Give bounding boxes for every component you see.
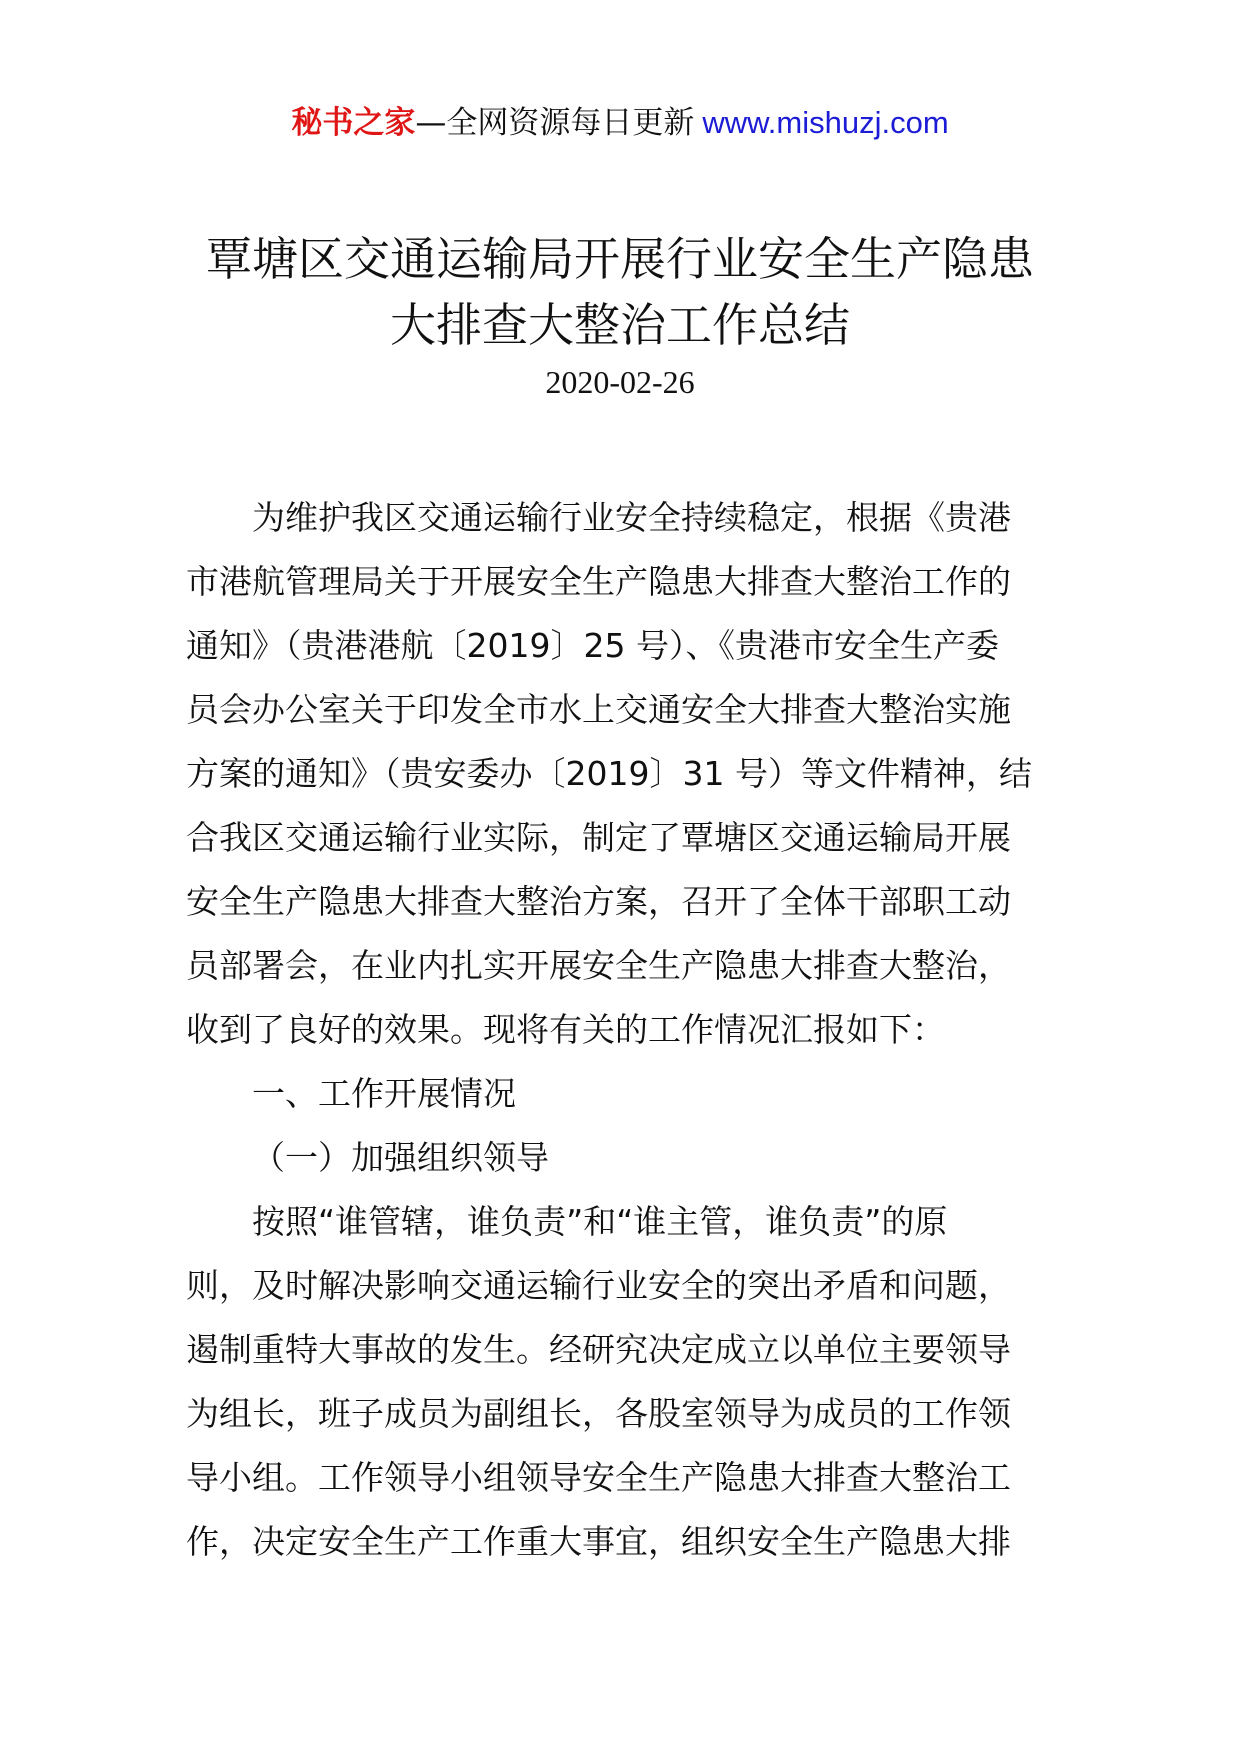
header-tagline: —全网资源每日更新 (415, 105, 695, 141)
body-line: 作，决定安全生产工作重大事宜，组织安全生产隐患大排 (186, 1522, 1011, 1561)
body-line: 安全生产隐患大排查大整治方案，召开了全体干部职工动 (186, 882, 1011, 921)
body-line: 收到了良好的效果。现将有关的工作情况汇报如下： (186, 1010, 945, 1049)
body-line: 为组长，班子成员为副组长，各股室领导为成员的工作领 (186, 1394, 1011, 1433)
body-line: 导小组。工作领导小组领导安全生产隐患大排查大整治工 (186, 1458, 1011, 1497)
body-line: 为维护我区交通运输行业安全持续稳定，根据《贵港 (252, 498, 1011, 537)
site-header (0, 100, 1240, 146)
site-url-link[interactable]: www.mishuzj.com (702, 105, 949, 140)
body-line: 方案的通知》（贵安委办〔2019〕31 号）等文件精神，结 (186, 754, 1032, 793)
body-line: 通知》（贵港港航〔2019〕25 号）、《贵港市安全生产委 (186, 626, 999, 665)
subsection-heading: （一）加强组织领导 (252, 1138, 549, 1177)
body-line: 则，及时解决影响交通运输行业安全的突出矛盾和问题， (186, 1266, 1011, 1305)
body-line: 按照“谁管辖，谁负责”和“谁主管，谁负责”的原 (252, 1202, 948, 1241)
title-line-1: 覃塘区交通运输局开展行业安全生产隐患 (206, 232, 1034, 286)
document-body (186, 486, 1061, 1574)
document-title (0, 226, 1240, 358)
body-line: 市港航管理局关于开展安全生产隐患大排查大整治工作的 (186, 562, 1011, 601)
body-line: 遏制重特大事故的发生。经研究决定成立以单位主要领导 (186, 1330, 1011, 1369)
body-line: 合我区交通运输行业实际，制定了覃塘区交通运输局开展 (186, 818, 1011, 857)
body-line: 员会办公室关于印发全市水上交通安全大排查大整治实施 (186, 690, 1011, 729)
title-line-2: 大排查大整治工作总结 (390, 298, 850, 352)
document-date: 2020-02-26 (545, 364, 695, 400)
brand-name: 秘书之家 (291, 105, 416, 141)
body-line: 员部署会，在业内扎实开展安全生产隐患大排查大整治， (186, 946, 1011, 985)
section-heading: 一、工作开展情况 (252, 1074, 516, 1113)
